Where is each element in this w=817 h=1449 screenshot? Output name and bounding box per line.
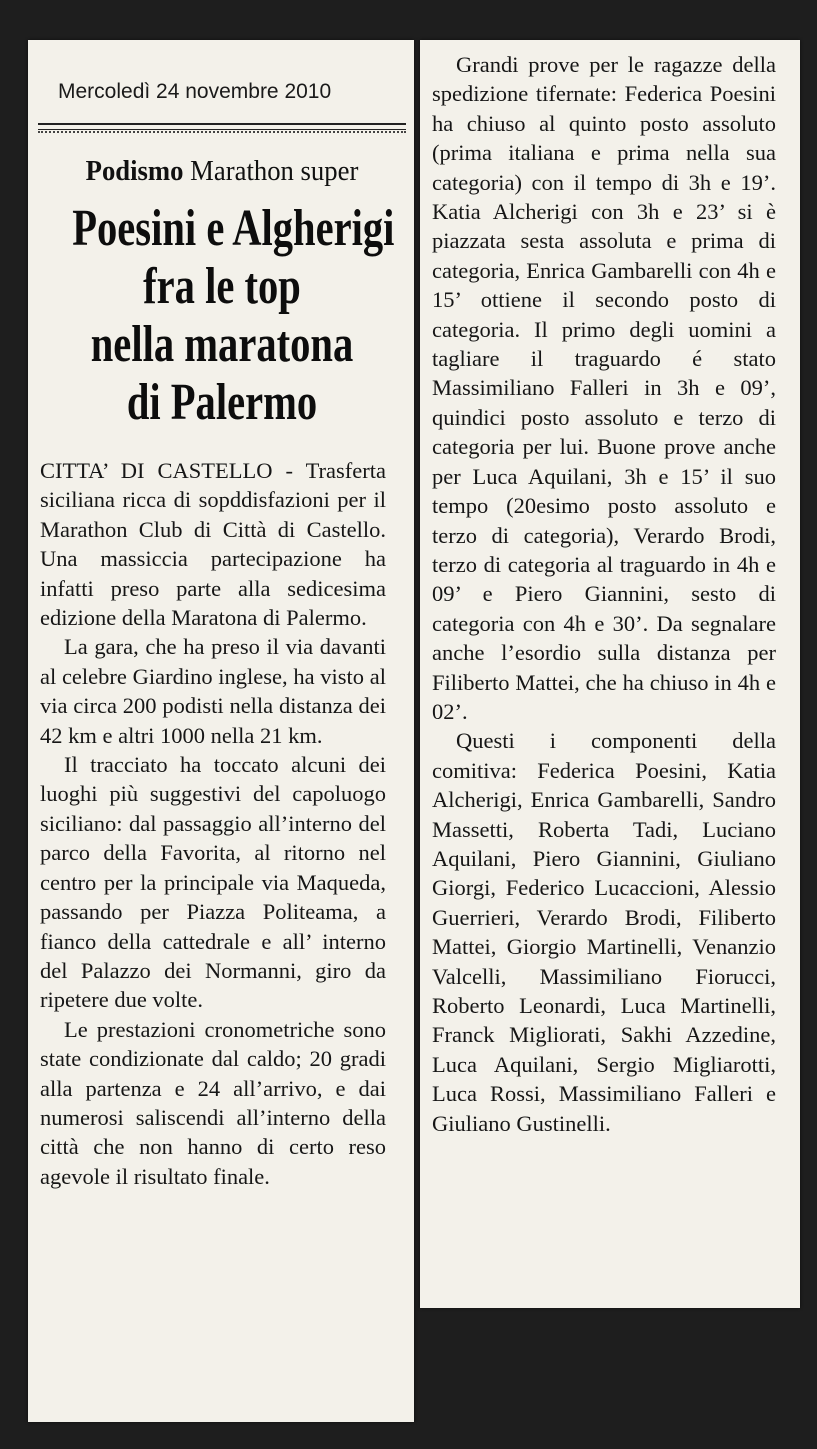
body-text-left bbox=[40, 456, 386, 1191]
kicker-section: Podismo bbox=[85, 155, 184, 187]
paragraph-results: Grandi prove per le ragazze della spedizione tifernate: Federica Poesini ha chiuso al quinto posto assoluto (prima italiana e prima nella sua categoria) con il tempo di 3h e 19’. Katia Alcherigi con 3h e 23’ si è piazzata sesta assoluta e prima di categoria, Enrica Gambarelli con 4h e 15’ ottiene il secondo posto di categoria. Il primo degli uomini a tagliare il traguardo é stato Massimiliano Falleri in 3h e 09’, quindici posto assoluto e terzo di categoria per lui. Buone prove anche per Luca Aquilani, 3h e 15’ il suo tempo (20esimo posto assoluto e terzo di categoria), Verardo Brodi, terzo di categoria al traguardo in 4h e 09’ e Piero Giannini, sesto di categoria con 4h e 30’. Da segnalare anche l’esordio sulla distanza per Filiberto Mattei, che ha chiuso in 4h e 02’. bbox=[432, 52, 776, 724]
headline-line: Poesini e Algherigi bbox=[72, 200, 395, 257]
header-rule bbox=[38, 123, 406, 130]
headline-line: nella maratona bbox=[90, 316, 354, 373]
body-text-right bbox=[432, 50, 776, 1138]
paragraph-course: Il tracciato ha toccato alcuni dei luoghi più suggestivi del capoluogo siciliano: dal passaggio all’interno del parco della Favorita, al ritorno nel centro per la principale via Maqueda, passando per Piazza Politeama, a fianco della cattedrale e all’ interno del Palazzo dei Normanni, giro da ripetere due volte. bbox=[40, 752, 386, 1013]
kicker-text: Marathon super bbox=[183, 155, 359, 187]
paragraph-race: La gara, che ha preso il via davanti al celebre Giardino inglese, ha visto al via circa 200 podisti nella distanza dei 42 km e altri 1000 nella 21 km. bbox=[40, 634, 386, 748]
paragraph-team-list: Questi i componenti della comitiva: Federica Poesini, Katia Alcherigi, Enrica Gambarelli, Sandro Massetti, Roberta Tadi, Luciano Aquilani, Piero Giannini, Giuliano Giorgi, Federico Lucaccioni, Alessio Guerrieri, Verardo Brodi, Filiberto Mattei, Giorgio Martinelli, Venanzio Valcelli, Massimiliano Fiorucci, Roberto Leonardi, Luca Martinelli, Franck Migliorati, Sakhi Azzedine, Luca Aquilani, Sergio Migliarotti, Luca Rossi, Massimiliano Falleri e Giuliano Gustinelli. bbox=[432, 728, 776, 1136]
paragraph-conditions: Le prestazioni cronometriche sono state condizionate dal caldo; 20 gradi alla partenza e 24 all’arrivo, e dai numerosi saliscendi all’interno della città che non hanno di certo reso agevole il risultato finale. bbox=[40, 1016, 386, 1189]
kicker bbox=[53, 155, 392, 188]
paragraph-intro: CITTA’ DI CASTELLO - Trasferta siciliana ricca di sopddisfazioni per il Marathon Club di Città di Castello. Una massiccia partecipazione ha infatti preso parte alla sedicesima edizione della Maratona di Palermo. bbox=[40, 458, 386, 631]
headline-line: di Palermo bbox=[126, 374, 318, 431]
headline bbox=[30, 200, 414, 432]
header-dotted-rule bbox=[38, 131, 406, 133]
headline-line: fra le top bbox=[143, 258, 301, 315]
publication-date: Mercoledì 24 novembre 2010 bbox=[58, 80, 332, 103]
